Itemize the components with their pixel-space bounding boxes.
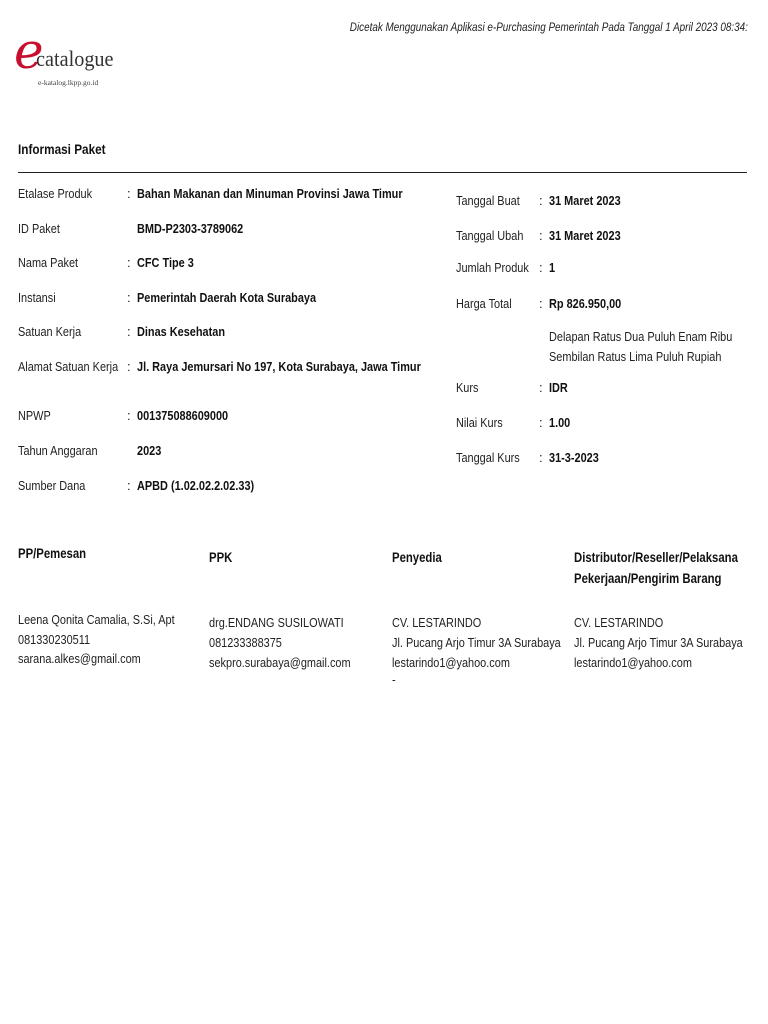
field-value: 1.00 — [549, 415, 571, 430]
field-label: Kurs — [456, 380, 479, 395]
party-line: lestarindo1@yahoo.com — [392, 655, 510, 670]
party-line: - — [392, 672, 396, 687]
field-label: Tanggal Kurs — [456, 450, 520, 465]
section-title: Informasi Paket — [18, 141, 106, 157]
field-colon: : — [539, 296, 543, 311]
party-line: CV. LESTARINDO — [392, 615, 482, 630]
field-colon: : — [539, 193, 543, 208]
party-line: Jl. Pucang Arjo Timur 3A Surabaya — [392, 635, 561, 650]
field-value: Dinas Kesehatan — [137, 324, 226, 339]
field-colon: : — [127, 290, 131, 305]
party-line: sarana.alkes@gmail.com — [18, 651, 141, 666]
party-line: sekpro.surabaya@gmail.com — [209, 655, 351, 670]
field-label: NPWP — [18, 408, 51, 423]
field-label: Nilai Kurs — [456, 415, 503, 430]
field-colon: : — [127, 359, 131, 374]
field-colon: : — [127, 408, 131, 423]
field-colon: : — [539, 260, 543, 275]
section-divider — [18, 172, 747, 173]
field-colon: : — [127, 255, 131, 270]
party-line: drg.ENDANG SUSILOWATI — [209, 615, 344, 630]
field-value: 31 Maret 2023 — [549, 228, 621, 243]
field-label: Sumber Dana — [18, 478, 86, 493]
amount-words-line: Sembilan Ratus Lima Puluh Rupiah — [549, 349, 722, 364]
field-label: Satuan Kerja — [18, 324, 82, 339]
field-label: Alamat Satuan Kerja — [18, 359, 119, 374]
field-label: Etalase Produk — [18, 186, 93, 201]
field-colon: : — [127, 186, 131, 201]
field-label: ID Paket — [18, 221, 60, 236]
party-heading: Distributor/Reseller/Pelaksana — [574, 550, 738, 565]
party-line: 081330230511 — [18, 632, 91, 647]
field-colon: : — [539, 228, 543, 243]
party-heading: Pekerjaan/Pengirim Barang — [574, 571, 722, 586]
field-value: Bahan Makanan dan Minuman Provinsi Jawa Timur — [137, 186, 403, 201]
party-line: CV. LESTARINDO — [574, 615, 664, 630]
amount-words-line: Delapan Ratus Dua Puluh Enam Ribu — [549, 329, 733, 344]
field-label: Tanggal Ubah — [456, 228, 524, 243]
field-value: APBD (1.02.02.2.02.33) — [137, 478, 255, 493]
field-colon: : — [127, 478, 131, 493]
field-value: IDR — [549, 380, 568, 395]
field-value: BMD-P2303-3789062 — [137, 221, 244, 236]
field-label: Tahun Anggaran — [18, 443, 98, 458]
logo-subtitle: e-katalog.lkpp.go.id — [38, 78, 99, 87]
ecatalogue-logo — [14, 22, 124, 94]
printed-timestamp-note: Dicetak Menggunakan Aplikasi e-Purchasing Pemerintah Pada Tanggal 1 April 2023 08:34: — [349, 22, 748, 34]
field-label: Tanggal Buat — [456, 193, 520, 208]
party-heading: Penyedia — [392, 550, 442, 565]
field-value: 1 — [549, 260, 556, 275]
field-value: Rp 826.950,00 — [549, 296, 622, 311]
field-colon: : — [539, 380, 543, 395]
party-line: Leena Qonita Camalia, S.Si, Apt — [18, 612, 175, 627]
field-value: 001375088609000 — [137, 408, 229, 423]
field-value: 31 Maret 2023 — [549, 193, 621, 208]
field-value: CFC Tipe 3 — [137, 255, 194, 270]
field-value: 31-3-2023 — [549, 450, 599, 465]
field-value: 2023 — [137, 443, 162, 458]
field-value: Pemerintah Daerah Kota Surabaya — [137, 290, 317, 305]
party-line: Jl. Pucang Arjo Timur 3A Surabaya — [574, 635, 743, 650]
field-colon: : — [539, 450, 543, 465]
field-colon: : — [539, 415, 543, 430]
logo-letter: e — [14, 22, 44, 80]
logo-word: catalogue — [36, 46, 114, 71]
party-line: lestarindo1@yahoo.com — [574, 655, 692, 670]
field-label: Instansi — [18, 290, 56, 305]
field-label: Nama Paket — [18, 255, 79, 270]
field-value: Jl. Raya Jemursari No 197, Kota Surabaya, Jawa Timur — [137, 359, 421, 374]
party-line: 081233388375 — [209, 635, 282, 650]
party-heading: PP/Pemesan — [18, 546, 87, 561]
field-label: Harga Total — [456, 296, 512, 311]
field-colon: : — [127, 324, 131, 339]
field-label: Jumlah Produk — [456, 260, 529, 275]
party-heading: PPK — [209, 550, 233, 565]
